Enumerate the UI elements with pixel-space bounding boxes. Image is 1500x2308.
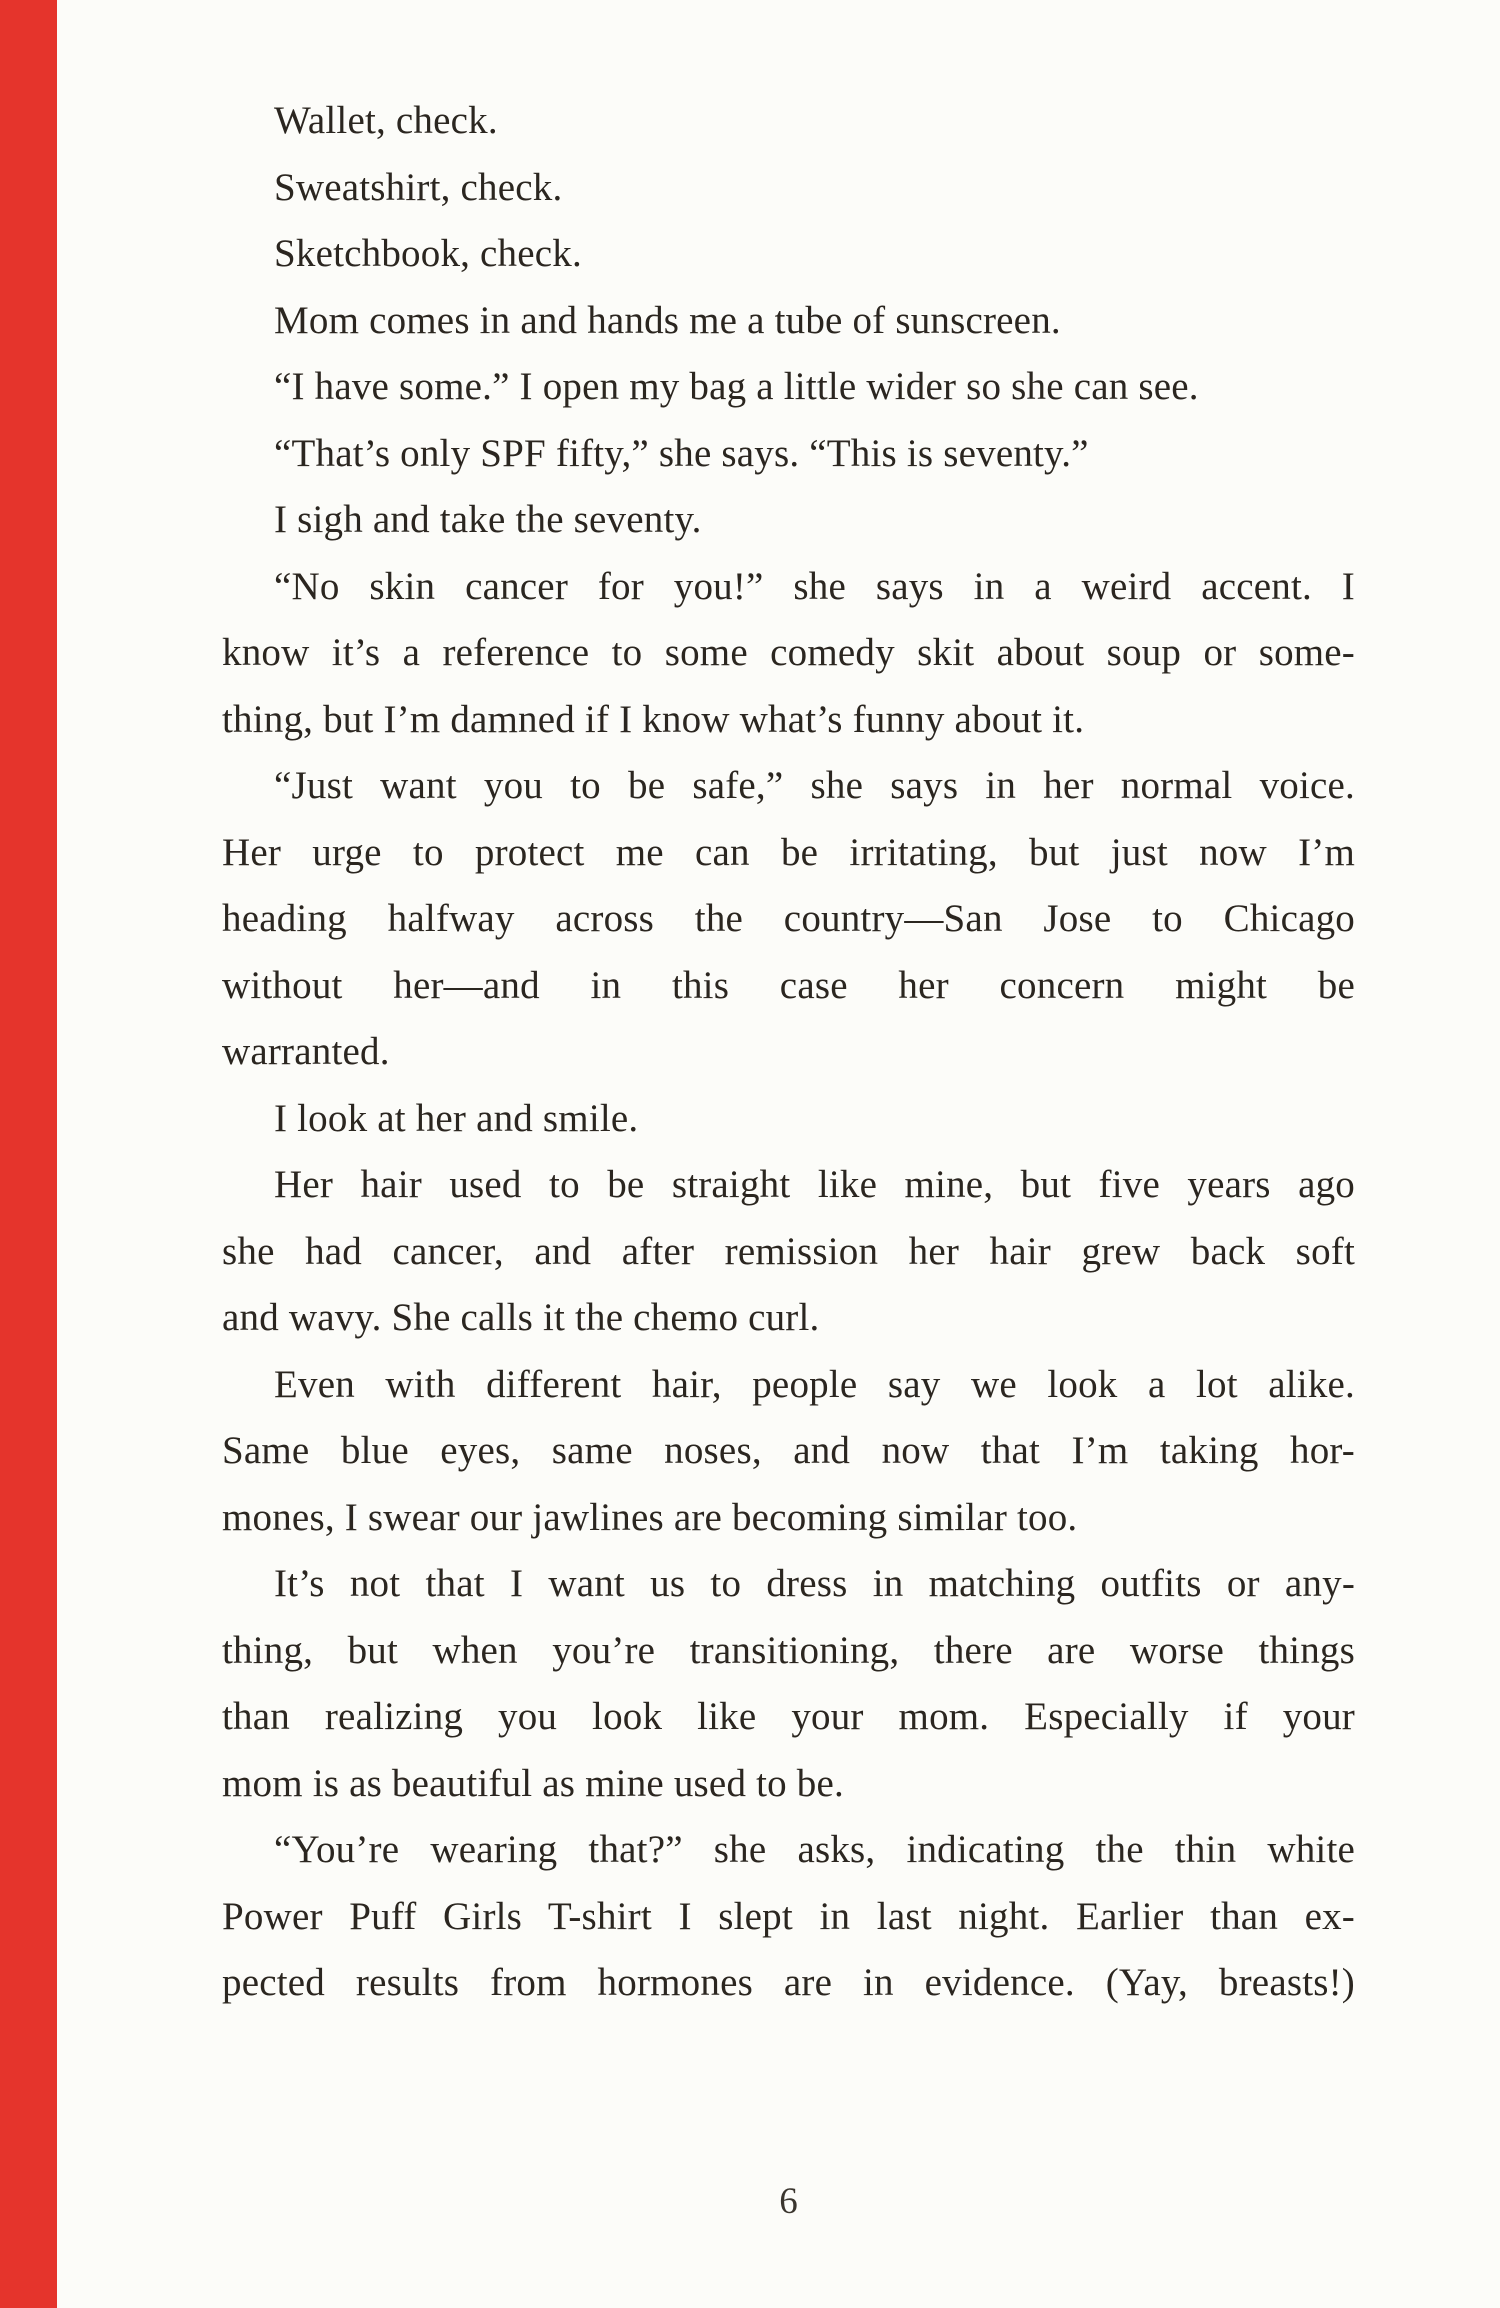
page-text [222,88,1355,2017]
text-line: “I have some.” I open my bag a little wider so she can see. [274,365,1199,408]
text-line: pected results from hormones are in evidence. (Yay, breasts!) [222,1961,1355,2004]
text-line: Her hair used to be straight like mine, but five years ago [274,1163,1355,1206]
text-line: warranted. [222,1030,390,1073]
text-line: “You’re wearing that?” she asks, indicating the thin white [274,1828,1355,1871]
text-line: thing, but when you’re transitioning, there are worse things [222,1628,1355,1672]
book-spine-red-strip [0,0,57,2308]
text-line: she had cancer, and after remission her hair grew back soft [222,1229,1355,1273]
text-line: heading halfway across the country—San Jose to Chicago [222,897,1355,940]
text-line: thing, but I’m damned if I know what’s funny about it. [222,697,1085,741]
text-line: without her—and in this case her concern might be [222,963,1355,1007]
text-line: mones, I swear our jawlines are becoming similar too. [222,1495,1078,1539]
text-line: “No skin cancer for you!” she says in a weird accent. I [274,564,1355,608]
text-line: “That’s only SPF fifty,” she says. “This is seventy.” [274,431,1089,475]
text-line: and wavy. She calls it the chemo curl. [222,1296,820,1339]
text-line: “Just want you to be safe,” she says in her normal voice. [274,764,1355,807]
text-line: Same blue eyes, same noses, and now that I’m taking hor- [222,1429,1355,1472]
text-line: Her urge to protect me can be irritating, but just now I’m [222,830,1355,874]
text-line: I look at her and smile. [274,1096,639,1140]
text-line: Even with different hair, people say we look a lot alike. [274,1362,1355,1406]
text-line: I sigh and take the seventy. [274,498,702,541]
text-line: know it’s a reference to some comedy skit about soup or some- [222,631,1355,674]
text-line: than realizing you look like your mom. Especially if your [222,1695,1355,1738]
text-line: Sweatshirt, check. [274,165,563,209]
text-line: Mom comes in and hands me a tube of sunscreen. [274,298,1061,342]
page-number: 6 [779,2181,798,2222]
text-line: Sketchbook, check. [274,232,582,275]
text-line: Wallet, check. [274,99,498,142]
text-line: Power Puff Girls T-shirt I slept in last night. Earlier than ex- [222,1894,1355,1938]
text-line: It’s not that I want us to dress in matching outfits or any- [274,1562,1355,1605]
text-line: mom is as beautiful as mine used to be. [222,1761,844,1805]
